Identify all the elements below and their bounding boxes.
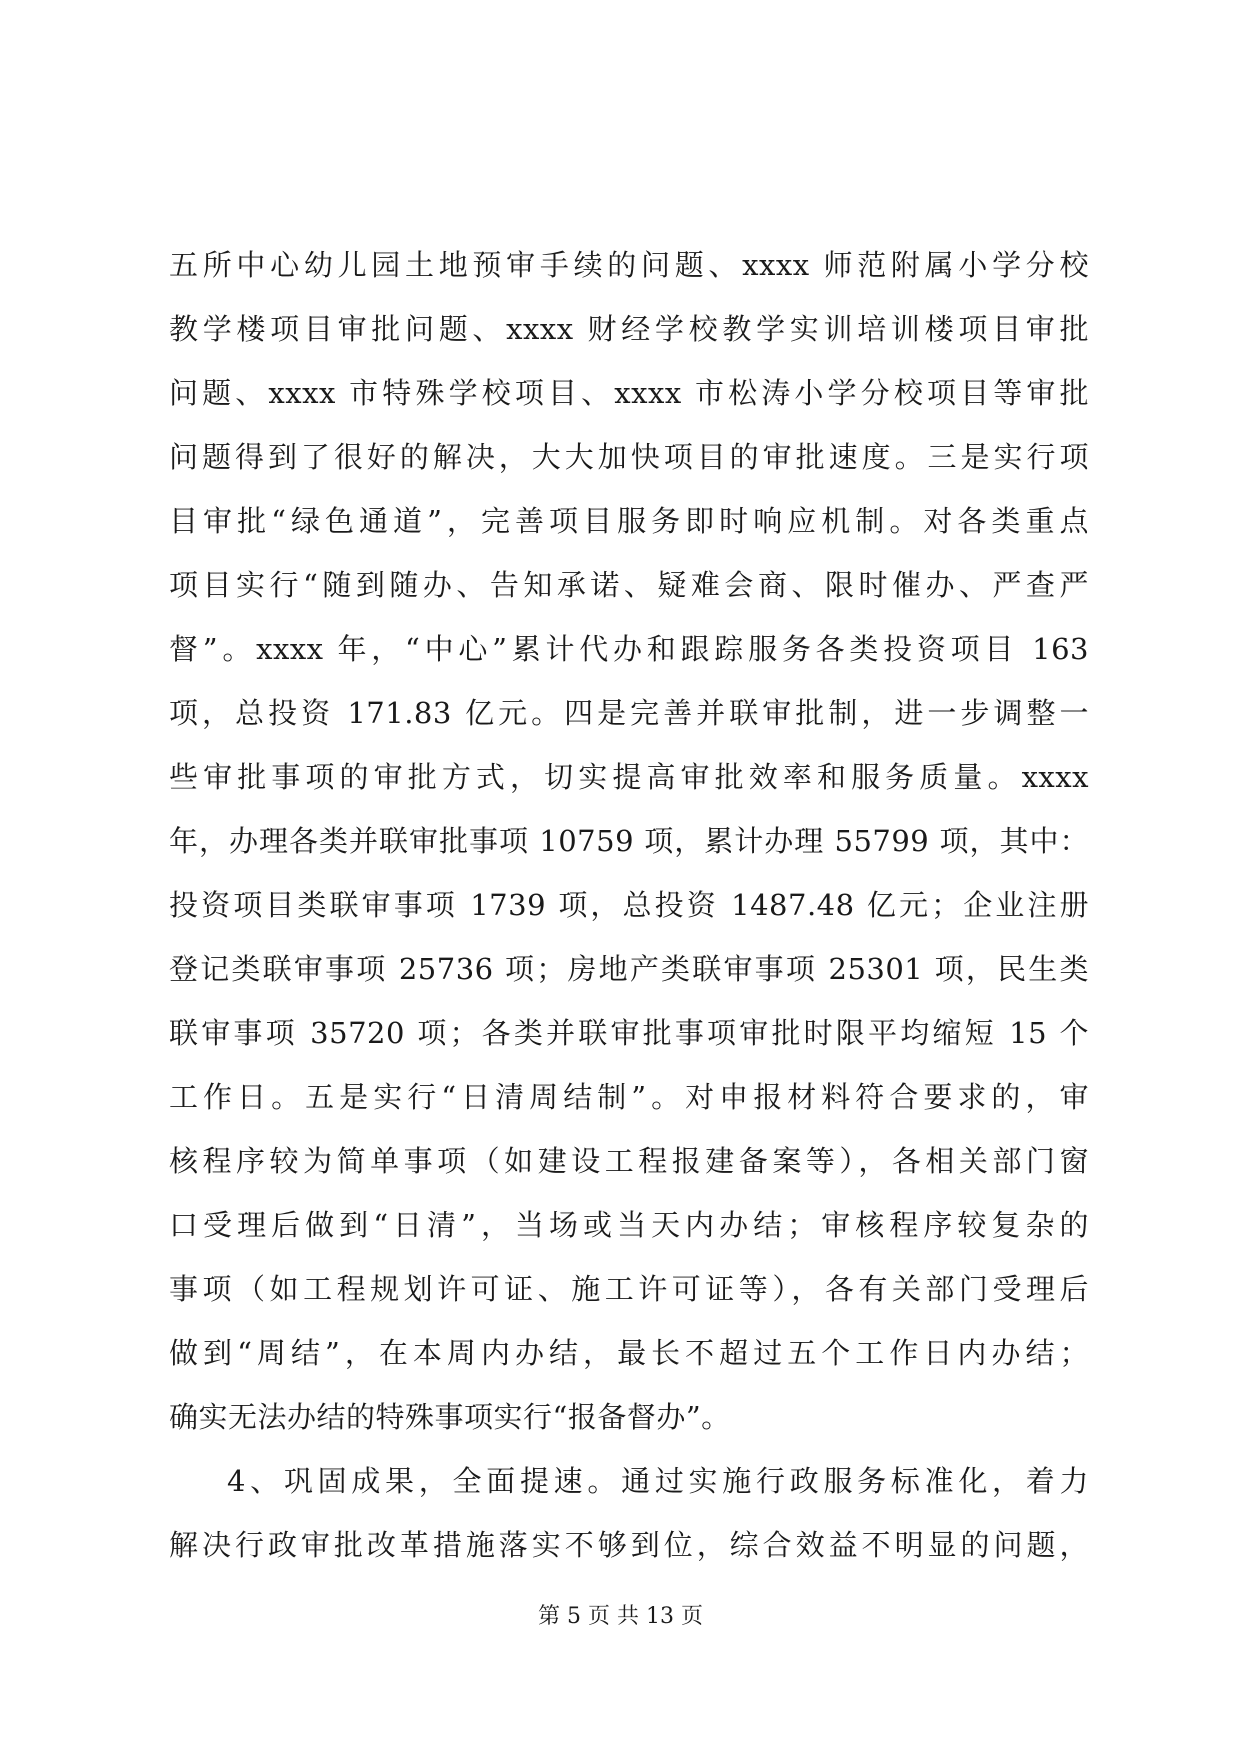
- paragraph-end-line: 确实无法办结的特殊事项实行“报备督办”。: [169, 1400, 731, 1434]
- text-line: 问题、xxxx 市特殊学校项目、xxxx 市松涛小学分校项目等审批: [169, 376, 1089, 410]
- text-line: 项目实行“随到随办、告知承诺、疑难会商、限时催办、严查严: [169, 568, 1089, 602]
- text-line: 督”。xxxx 年，“中心”累计代办和跟踪服务各类投资项目 163: [169, 632, 1089, 666]
- body-text: [169, 233, 1089, 1577]
- text-line: 年，办理各类并联审批事项 10759 项，累计办理 55799 项，其中：: [169, 824, 1089, 858]
- text-line: 联审事项 35720 项；各类并联审批事项审批时限平均缩短 15 个: [169, 1016, 1089, 1050]
- text-line: 核程序较为简单事项（如建设工程报建备案等），各相关部门窗: [169, 1144, 1089, 1178]
- text-line: 教学楼项目审批问题、xxxx 财经学校教学实训培训楼项目审批: [169, 312, 1089, 346]
- text-line: 做到“周结”，在本周内办结，最长不超过五个工作日内办结；: [169, 1336, 1089, 1370]
- text-line: 项，总投资 171.83 亿元。四是完善并联审批制，进一步调整一: [169, 696, 1089, 730]
- text-line: 登记类联审事项 25736 项；房地产类联审事项 25301 项，民生类: [169, 952, 1089, 986]
- text-line: 工作日。五是实行“日清周结制”。对申报材料符合要求的，审: [169, 1080, 1089, 1114]
- text-line: 些审批事项的审批方式，切实提高审批效率和服务质量。xxxx: [169, 760, 1089, 794]
- page-footer: 第 5 页 共 13 页: [538, 1604, 703, 1629]
- text-line: 目审批“绿色通道”，完善项目服务即时响应机制。对各类重点: [169, 504, 1089, 538]
- text-line: 投资项目类联审事项 1739 项，总投资 1487.48 亿元；企业注册: [169, 888, 1089, 922]
- text-line: 口受理后做到“日清”，当场或当天内办结；审核程序较复杂的: [169, 1208, 1089, 1242]
- text-line: 五所中心幼儿园土地预审手续的问题、xxxx 师范附属小学分校: [169, 248, 1089, 282]
- text-line: 解决行政审批改革措施落实不够到位，综合效益不明显的问题，: [169, 1528, 1089, 1562]
- text-line: 事项（如工程规划许可证、施工许可证等），各有关部门受理后: [169, 1272, 1089, 1306]
- paragraph-start-line: 4、巩固成果，全面提速。通过实施行政服务标准化，着力: [227, 1464, 1089, 1498]
- text-line: 问题得到了很好的解决，大大加快项目的审批速度。三是实行项: [169, 440, 1089, 474]
